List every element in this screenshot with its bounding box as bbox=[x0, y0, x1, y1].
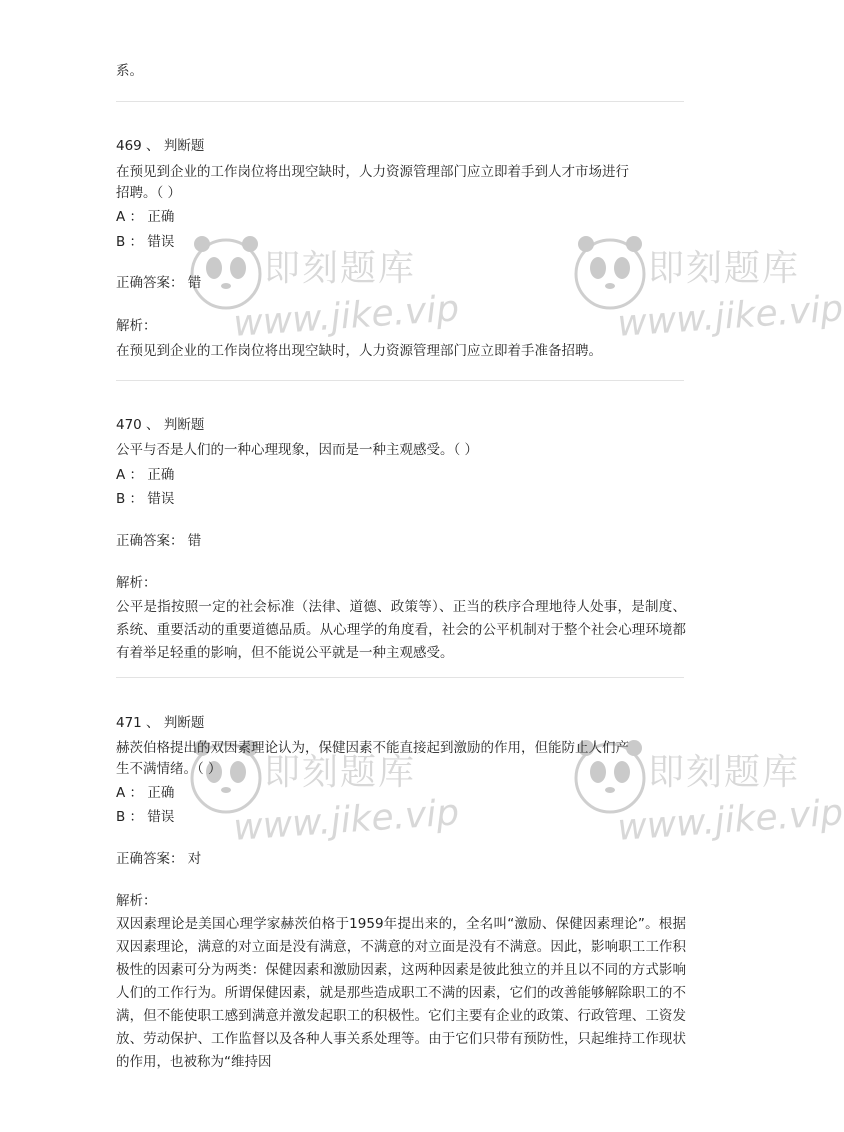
analysis-label: 解析： bbox=[116, 893, 157, 909]
divider bbox=[116, 677, 684, 678]
question-header: 469 、 判断题 bbox=[116, 138, 205, 154]
watermark-brand: 即刻题库 bbox=[648, 248, 801, 289]
analysis-text: 在预见到企业的工作岗位将出现空缺时，人力资源管理部门应立即着手准备招聘。 bbox=[116, 343, 602, 359]
watermark-brand: 即刻题库 bbox=[264, 752, 417, 793]
question-header: 471 、 判断题 bbox=[116, 715, 205, 731]
previous-text-fragment: 系。 bbox=[116, 63, 143, 79]
option-a: A ： 正确 bbox=[116, 209, 175, 225]
analysis-label: 解析： bbox=[116, 318, 157, 334]
watermark bbox=[570, 738, 844, 898]
analysis-label: 解析： bbox=[116, 575, 157, 591]
watermark bbox=[570, 234, 844, 394]
question-stem: 赫茨伯格提出的双因素理论认为，保健因素不能直接起到激励的作用，但能防止人们产 bbox=[116, 740, 629, 756]
option-b: B ： 错误 bbox=[116, 234, 175, 250]
correct-answer: 正确答案： 错 bbox=[116, 275, 202, 291]
watermark-url: www.jike.vip bbox=[232, 288, 461, 345]
correct-answer: 正确答案： 错 bbox=[116, 533, 202, 549]
question-stem-continued: 招聘。（ ） bbox=[116, 185, 182, 201]
watermark-brand: 即刻题库 bbox=[264, 248, 417, 289]
analysis-text: 双因素理论是美国心理学家赫茨伯格于1959年提出来的，全名叫“激励、保健因素理论”。根据双因素理论，满意的对立面是没有满意，不满意的对立面是没有不满意。因此，影响职工工作积极性的因素可分为两类：保健因素和激励因素，这两种因素是彼此独立的并且以不同的方式影响人们的工作行为。所谓保健因素，就是那些造成职工不满的因素，它们的改善能够解除职工的不满，但不能使职工感到满意并激发起职工的积极性。它们主要有企业的政策、行政管理、工资发放、劳动保护、工作监督以及各种人事关系处理等。由于它们只带有预防性，只起维持工作现状的作用，也被称为“维持因 bbox=[116, 916, 686, 1070]
watermark bbox=[186, 234, 461, 394]
panda-icon bbox=[570, 234, 650, 314]
question-stem: 在预见到企业的工作岗位将出现空缺时，人力资源管理部门应立即着手到人才市场进行 bbox=[116, 164, 629, 180]
question-stem-continued: 生不满情绪。（ ） bbox=[116, 761, 222, 777]
correct-answer: 正确答案： 对 bbox=[116, 851, 202, 867]
watermark-url: www.jike.vip bbox=[616, 792, 844, 849]
divider bbox=[116, 380, 684, 381]
watermark-url: www.jike.vip bbox=[232, 792, 461, 849]
divider bbox=[116, 101, 684, 102]
watermark-brand: 即刻题库 bbox=[648, 752, 801, 793]
option-a: A ： 正确 bbox=[116, 467, 175, 483]
option-a: A ： 正确 bbox=[116, 785, 175, 801]
watermark-url: www.jike.vip bbox=[616, 288, 844, 345]
question-stem: 公平与否是人们的一种心理现象，因而是一种主观感受。（ ） bbox=[116, 442, 479, 458]
option-b: B ： 错误 bbox=[116, 491, 175, 507]
option-b: B ： 错误 bbox=[116, 809, 175, 825]
analysis-text: 公平是指按照一定的社会标准（法律、道德、政策等）、正当的秩序合理地待人处事，是制度、系统、重要活动的重要道德品质。从心理学的角度看，社会的公平机制对于整个社会心理环境都有着举足轻重的影响，但不能说公平就是一种主观感受。 bbox=[116, 599, 686, 661]
question-header: 470 、 判断题 bbox=[116, 417, 205, 433]
